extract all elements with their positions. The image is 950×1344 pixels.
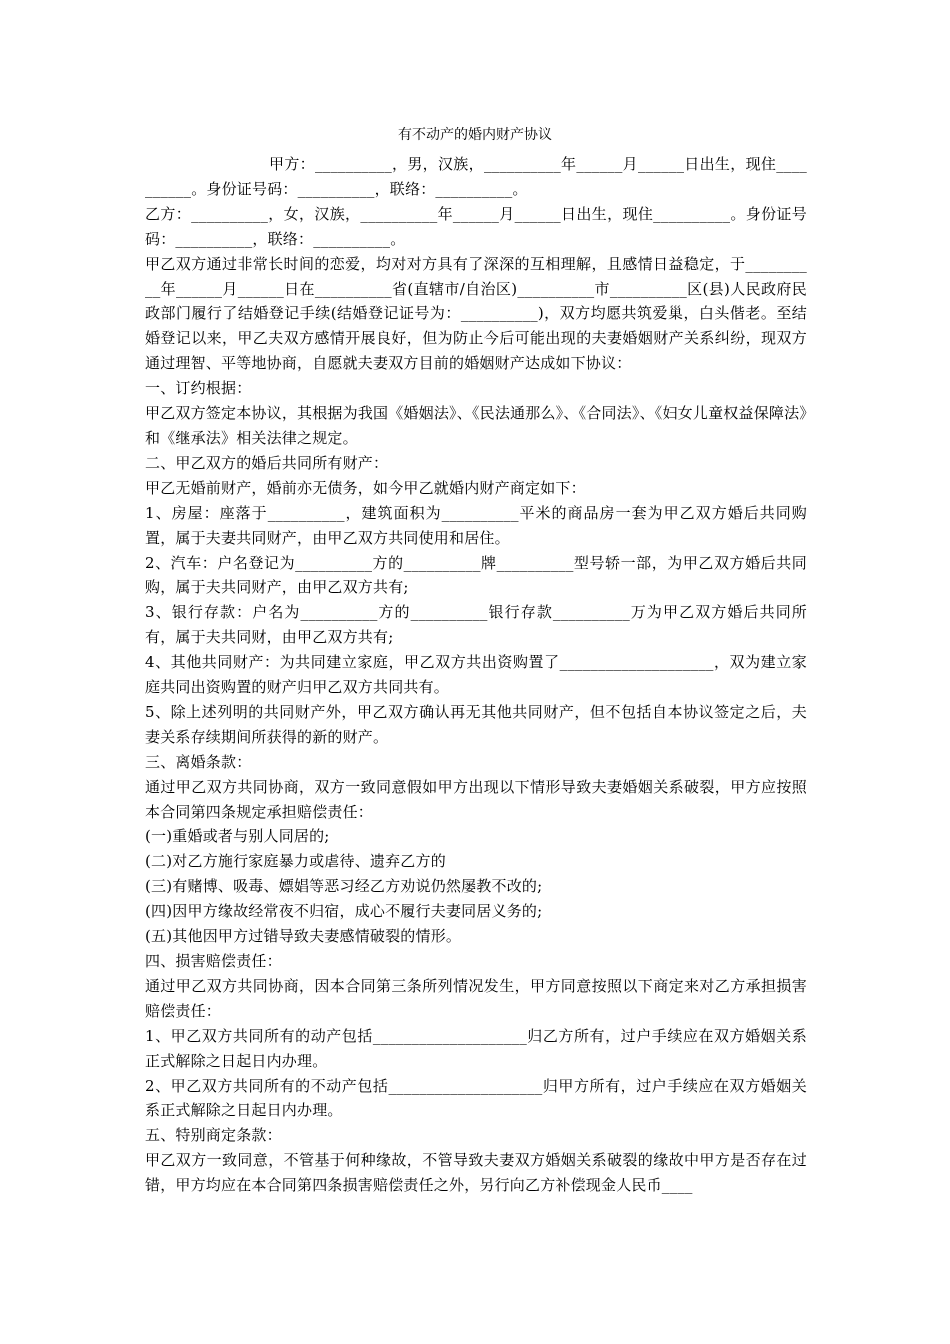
clause-item: 2、甲乙双方共同所有的不动产包括____________________归甲方所有，过户手续应在双方婚姻关系正式解除之日起日内办理。	[145, 1076, 807, 1120]
clause-item: (三)有赌博、吸毒、嫖娼等恶习经乙方劝说仍然屡教不改的;	[145, 877, 543, 896]
section-heading: 四、损害赔偿责任：	[145, 952, 282, 970]
clause-item: 1、房屋：座落于__________，建筑面积为__________平米的商品房一套为甲乙双方婚后共同购置，属于夫妻共同财产，由甲乙双方共同使用和居住。	[145, 503, 807, 547]
preamble-paragraph: 甲乙双方通过非常长时间的恋爱，均对对方具有了深深的互相理解，且感情日益稳定，于__________年______月______日在__________省(直辖市/自治区)__________市__________区(县)人民政府民政部门履行了结婚登记手续(结婚登记证号为：__________)，双方均愿共筑爱巢，白头偕老。至结婚登记以来，甲乙夫双方感情开展良好，但为防止今后可能出现的夫妻婚姻财产关系纠纷，现双方通过理智、平等地协商，自愿就夫妻双方目前的婚姻财产达成如下协议：	[145, 254, 807, 373]
clause-item: 4、其他共同财产：为共同建立家庭，甲乙双方共出资购置了____________________，双为建立家庭共同出资购置的财产归甲乙双方共同共有。	[145, 653, 807, 697]
clause-item: 1、甲乙双方共同所有的动产包括____________________归乙方所有，过户手续应在双方婚姻关系正式解除之日起日内办理。	[145, 1026, 807, 1070]
body-paragraph: 通过甲乙双方共同协商，因本合同第三条所列情况发生，甲方同意按照以下商定来对乙方承担损害赔偿责任：	[145, 976, 807, 1020]
clause-item: (四)因甲方缘故经常夜不归宿，成心不履行夫妻同居义务的;	[145, 902, 543, 921]
section-heading: 三、离婚条款：	[145, 752, 252, 771]
clause-item: 2、汽车：户名登记为__________方的__________牌__________型号轿一部，为甲乙双方婚后共同购，属于夫共同财产，由甲乙双方共有;	[145, 553, 807, 597]
clause-item: 5、除上述列明的共同财产外，甲乙双方确认再无其他共同财产，但不包括自本协议签定之后，夫妻关系存续期间所获得的新的财产。	[145, 702, 807, 746]
clause-item: (二)对乙方施行家庭暴力或虐待、遗弃乙方的	[145, 852, 446, 871]
body-paragraph: 甲乙双方签定本协议，其根据为我国《婚姻法》、《民法通那么》、《合同法》、《妇女儿童权益保障法》和《继承法》相关法律之规定。	[145, 404, 807, 447]
section-heading: 一、订约根据：	[145, 379, 252, 398]
party-b-paragraph: 乙方：__________，女，汉族，__________年______月______日出生，现住__________。身份证号码：__________，联络：__________。	[145, 204, 807, 248]
document-title: 有不动产的婚内财产协议	[398, 127, 552, 143]
body-paragraph: 甲乙无婚前财产，婚前亦无债务，如今甲乙就婚内财产商定如下：	[145, 478, 586, 497]
party-a-paragraph: 甲方：__________，男，汉族，__________年______月______日出生，现住__________。身份证号码：__________，联络：__________。	[145, 155, 807, 198]
body-paragraph: 甲乙双方一致同意，不管基于何种缘故，不管导致夫妻双方婚姻关系破裂的缘故中甲方是否存在过错，甲方均应在本合同第四条损害赔偿责任之外，另行向乙方补偿现金人民币____	[145, 1151, 807, 1195]
document-body	[145, 152, 807, 1198]
clause-item: (一)重婚或者与别人同居的;	[145, 827, 330, 846]
section-heading: 二、甲乙双方的婚后共同所有财产：	[145, 453, 389, 472]
clause-item: 3、银行存款：户名为__________方的__________银行存款__________万为甲乙双方婚后共同所有，属于夫共同财，由甲乙双方共有;	[145, 603, 807, 647]
section-heading: 五、特别商定条款：	[145, 1126, 282, 1145]
clause-item: (五)其他因甲方过错导致夫妻感情破裂的情形。	[145, 927, 462, 946]
body-paragraph: 通过甲乙双方共同协商，双方一致同意假如甲方出现以下情形导致夫妻婚姻关系破裂，甲方应按照本合同第四条规定承担赔偿责任：	[145, 777, 807, 821]
